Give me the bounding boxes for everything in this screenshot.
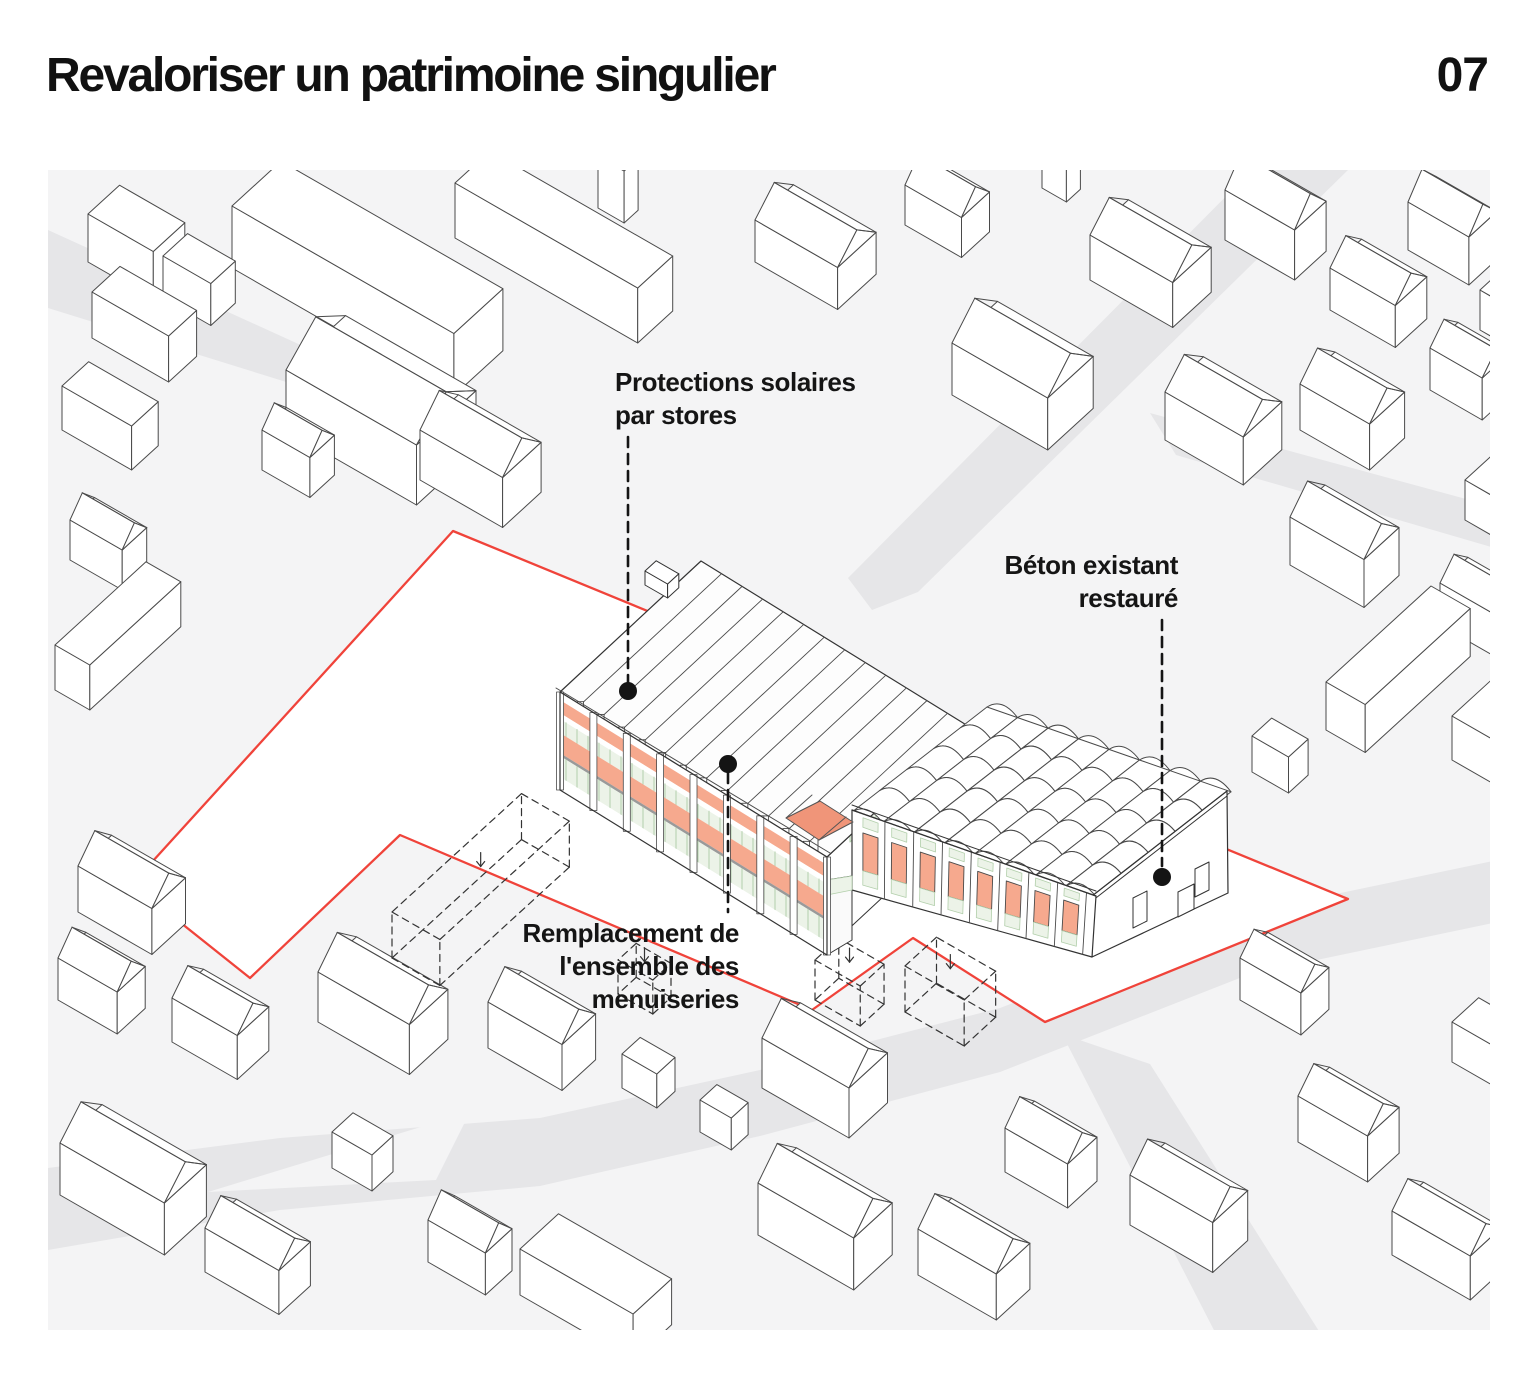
annotation-line: Remplacement de bbox=[522, 918, 739, 948]
annotation-line: Béton existant bbox=[1004, 550, 1178, 580]
building-block bbox=[598, 143, 638, 223]
page-number: 07 bbox=[1436, 49, 1488, 102]
joinery-marker-dot bbox=[719, 755, 737, 773]
page-title: Revaloriser un patrimoine singulier bbox=[46, 49, 775, 102]
building-block bbox=[1042, 130, 1080, 202]
annotation-line: restauré bbox=[1078, 583, 1178, 613]
annotation-line: menuiseries bbox=[591, 984, 739, 1014]
plan-scene bbox=[48, 130, 1536, 1377]
annotation-joinery-replacement bbox=[522, 917, 739, 1016]
annotation-line: l'ensemble des bbox=[559, 951, 739, 981]
concrete-marker-dot bbox=[1153, 868, 1171, 886]
annotation-solar-protection bbox=[615, 366, 856, 432]
annotation-existing-concrete bbox=[1004, 549, 1178, 615]
annotation-line: par stores bbox=[615, 400, 737, 430]
solar-marker-dot bbox=[619, 682, 637, 700]
annotation-line: Protections solaires bbox=[615, 367, 856, 397]
